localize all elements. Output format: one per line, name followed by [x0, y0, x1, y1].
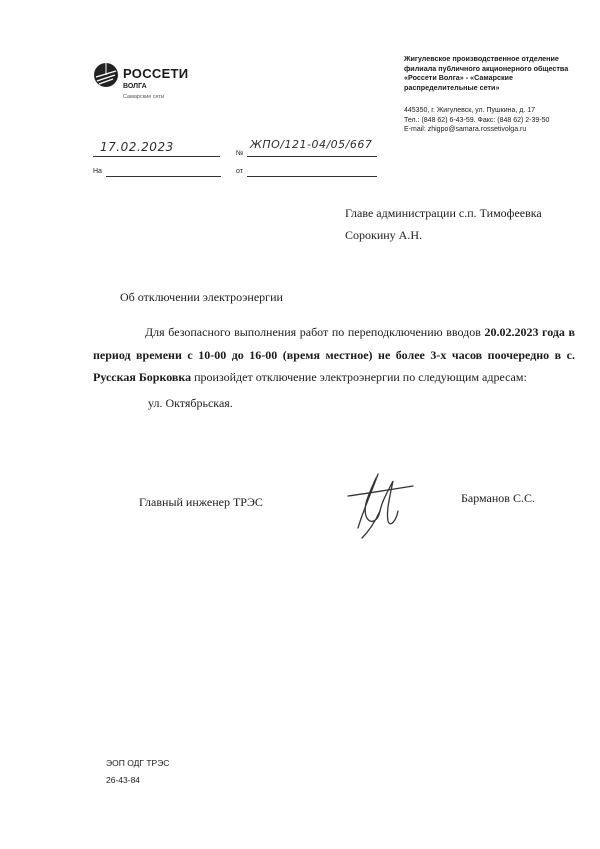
org-name: Жигулевское производственное отделение филиала публичного акционерного общества «Россети Волга» - «Самарские распределительные сети»: [404, 54, 569, 92]
body-text-bold: 20.02.2023 года в период времени с 10-00 до 16-00 (время местное) не более 3-х часов поочередно в с. Русская Борковка: [93, 325, 575, 384]
org-address: [404, 106, 576, 135]
date-underline: [93, 156, 220, 157]
number-label: №: [236, 150, 244, 157]
signatory-name: Барманов С.С.: [461, 491, 535, 505]
addressee: [345, 202, 542, 246]
footer-phone: 26-43-84: [106, 775, 141, 785]
rosseti-logo-icon: [93, 62, 119, 88]
logo-subsidiary: Самарские сети: [123, 94, 165, 100]
org-phone-line: Тел.: (848 62) 6-43-59. Факс: (848 62) 2-39-50: [404, 116, 550, 124]
ot-label: от: [236, 168, 243, 175]
letter-body: [93, 321, 575, 389]
org-email-line: E-mail: zhigpo@samara.rossetivolga.ru: [404, 126, 527, 133]
body-text-start: Для безопасного выполнения работ по переподключению вводов: [145, 325, 485, 339]
addressee-line1: Главе администрации с.п. Тимофеевка: [345, 206, 542, 220]
org-address-line: 445350, г. Жигулевск, ул. Пушкина, д. 17: [404, 107, 536, 114]
logo-brand: РОССЕТИ: [123, 66, 189, 81]
addressee-line2: Сорокину А.Н.: [345, 228, 423, 242]
number-underline: [247, 156, 377, 157]
signatory-title: Главный инженер ТРЭС: [139, 495, 263, 509]
handwritten-number: ЖПО/121-04/05/667: [250, 138, 373, 151]
logo-region: ВОЛГА: [123, 83, 147, 90]
ot-underline: [247, 176, 377, 177]
letter-subject: Об отключении электроэнергии: [120, 290, 283, 304]
na-underline: [106, 176, 221, 177]
street-address: ул. Октябрьская.: [148, 396, 233, 410]
company-logo: [93, 62, 213, 108]
handwritten-signature: [318, 466, 428, 546]
handwritten-date: 17.02.2023: [100, 140, 174, 154]
body-text-end: произойдет отключение электроэнергии по следующим адресам:: [191, 370, 527, 384]
footer-department: ЭОП ОДГ ТРЭС: [106, 758, 170, 768]
na-label: На: [93, 168, 102, 175]
